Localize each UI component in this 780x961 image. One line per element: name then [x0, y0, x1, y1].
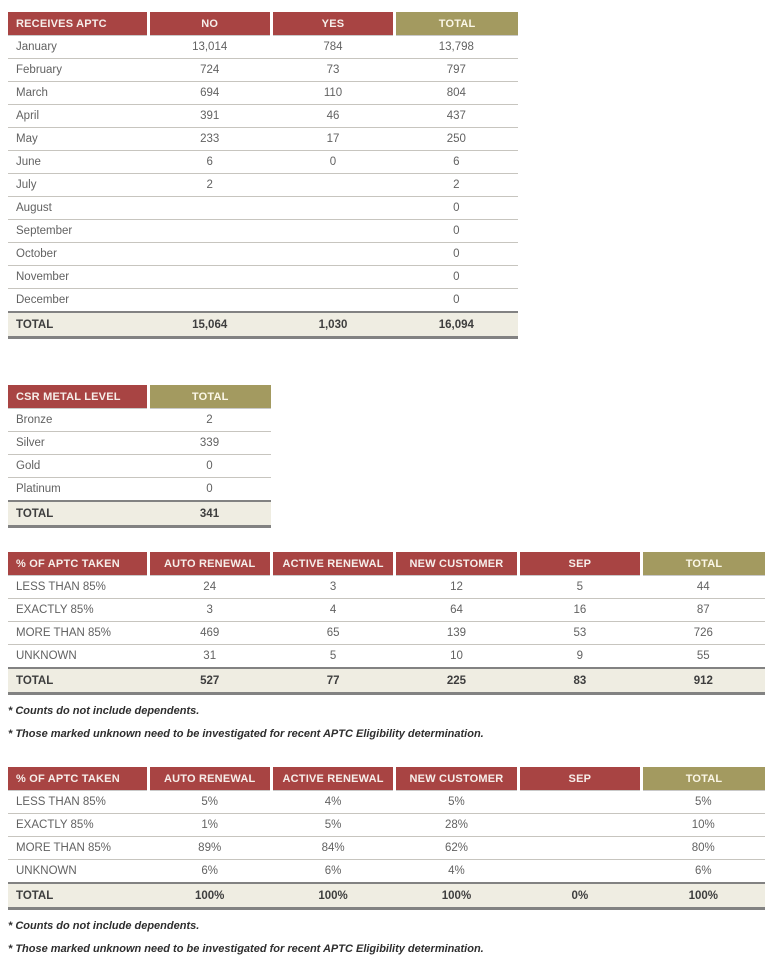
- row-label: May: [8, 128, 148, 151]
- total-value-cell: 1,030: [271, 312, 394, 338]
- total-value-cell: 100%: [642, 883, 765, 909]
- value-cell: [148, 197, 271, 220]
- row-label: Bronze: [8, 409, 148, 432]
- value-cell: 2: [148, 174, 271, 197]
- value-cell: 804: [395, 82, 518, 105]
- row-label: February: [8, 59, 148, 82]
- column-header: TOTAL: [642, 767, 765, 791]
- row-label-header: % OF APTC TAKEN: [8, 767, 148, 791]
- receives-aptc-table: [8, 12, 518, 339]
- row-label: October: [8, 243, 148, 266]
- total-value-cell: 100%: [395, 883, 518, 909]
- table-row: [8, 151, 518, 174]
- row-label: March: [8, 82, 148, 105]
- value-cell: 6: [148, 151, 271, 174]
- row-label-header: % OF APTC TAKEN: [8, 552, 148, 576]
- value-cell: 4: [271, 599, 394, 622]
- row-label: LESS THAN 85%: [8, 791, 148, 814]
- value-cell: 17: [271, 128, 394, 151]
- table-row: [8, 478, 271, 502]
- row-label-header: CSR METAL LEVEL: [8, 385, 148, 409]
- value-cell: 110: [271, 82, 394, 105]
- row-label: MORE THAN 85%: [8, 837, 148, 860]
- row-label: November: [8, 266, 148, 289]
- value-cell: [271, 289, 394, 313]
- value-cell: 73: [271, 59, 394, 82]
- column-header: ACTIVE RENEWAL: [271, 767, 394, 791]
- total-value-cell: 341: [148, 501, 271, 527]
- value-cell: 84%: [271, 837, 394, 860]
- table-row: [8, 128, 518, 151]
- value-cell: [148, 243, 271, 266]
- row-label: EXACTLY 85%: [8, 599, 148, 622]
- column-header: AUTO RENEWAL: [148, 767, 271, 791]
- table-row: [8, 197, 518, 220]
- row-label: January: [8, 36, 148, 59]
- value-cell: 6%: [271, 860, 394, 884]
- value-cell: 2: [148, 409, 271, 432]
- value-cell: 5%: [148, 791, 271, 814]
- footnote-counts-unknown: * Those marked unknown need to be investigated for recent APTC Eligibility determination.: [8, 728, 484, 740]
- column-header: NEW CUSTOMER: [395, 552, 518, 576]
- table-row: [8, 289, 518, 313]
- value-cell: [148, 266, 271, 289]
- column-header: NEW CUSTOMER: [395, 767, 518, 791]
- total-value-cell: 527: [148, 668, 271, 694]
- csr-metal-level-table: [8, 385, 271, 528]
- total-value-cell: 225: [395, 668, 518, 694]
- value-cell: 53: [518, 622, 641, 645]
- value-cell: 13,798: [395, 36, 518, 59]
- value-cell: [271, 220, 394, 243]
- value-cell: 64: [395, 599, 518, 622]
- receives-aptc-header-row: [8, 12, 518, 36]
- total-value-cell: 77: [271, 668, 394, 694]
- value-cell: 55: [642, 645, 765, 669]
- table-row: [8, 243, 518, 266]
- value-cell: 46: [271, 105, 394, 128]
- table-row: [8, 622, 765, 645]
- csr-metal-level-header-row: [8, 385, 271, 409]
- total-value-cell: 83: [518, 668, 641, 694]
- aptc-taken-percentages-table: [8, 767, 765, 910]
- value-cell: 339: [148, 432, 271, 455]
- total-row-label: TOTAL: [8, 501, 148, 527]
- value-cell: 4%: [271, 791, 394, 814]
- value-cell: [518, 837, 641, 860]
- column-header: SEP: [518, 552, 641, 576]
- row-label: MORE THAN 85%: [8, 622, 148, 645]
- value-cell: 5: [518, 576, 641, 599]
- table-row: [8, 837, 765, 860]
- total-value-cell: 912: [642, 668, 765, 694]
- table-row: [8, 82, 518, 105]
- total-value-cell: 16,094: [395, 312, 518, 338]
- value-cell: 9: [518, 645, 641, 669]
- row-label: Silver: [8, 432, 148, 455]
- total-row: [8, 312, 518, 338]
- column-header: TOTAL: [148, 385, 271, 409]
- value-cell: [148, 220, 271, 243]
- value-cell: 0: [395, 266, 518, 289]
- value-cell: 784: [271, 36, 394, 59]
- value-cell: 3: [271, 576, 394, 599]
- value-cell: 13,014: [148, 36, 271, 59]
- row-label-header: RECEIVES APTC: [8, 12, 148, 36]
- row-label: April: [8, 105, 148, 128]
- footnote-percent-unknown: * Those marked unknown need to be investigated for recent APTC Eligibility determination.: [8, 943, 484, 955]
- column-header: TOTAL: [642, 552, 765, 576]
- value-cell: 65: [271, 622, 394, 645]
- total-row: [8, 668, 765, 694]
- column-header: TOTAL: [395, 12, 518, 36]
- value-cell: 6: [395, 151, 518, 174]
- value-cell: 391: [148, 105, 271, 128]
- value-cell: 5%: [395, 791, 518, 814]
- column-header: ACTIVE RENEWAL: [271, 552, 394, 576]
- total-row-label: TOTAL: [8, 668, 148, 694]
- total-row: [8, 501, 271, 527]
- value-cell: [271, 243, 394, 266]
- value-cell: 31: [148, 645, 271, 669]
- row-label: EXACTLY 85%: [8, 814, 148, 837]
- value-cell: 28%: [395, 814, 518, 837]
- value-cell: 2: [395, 174, 518, 197]
- value-cell: 0: [395, 243, 518, 266]
- row-label: Gold: [8, 455, 148, 478]
- table-row: [8, 266, 518, 289]
- total-value-cell: 100%: [271, 883, 394, 909]
- value-cell: 16: [518, 599, 641, 622]
- table-row: [8, 860, 765, 884]
- value-cell: 44: [642, 576, 765, 599]
- column-header: AUTO RENEWAL: [148, 552, 271, 576]
- value-cell: 139: [395, 622, 518, 645]
- value-cell: 724: [148, 59, 271, 82]
- table-row: [8, 791, 765, 814]
- value-cell: 4%: [395, 860, 518, 884]
- total-value-cell: 0%: [518, 883, 641, 909]
- footnote-percent-dependents: * Counts do not include dependents.: [8, 920, 200, 932]
- table-row: [8, 59, 518, 82]
- row-label: December: [8, 289, 148, 313]
- value-cell: [518, 814, 641, 837]
- table-row: [8, 576, 765, 599]
- row-label: UNKNOWN: [8, 645, 148, 669]
- value-cell: [271, 174, 394, 197]
- value-cell: 0: [148, 478, 271, 502]
- value-cell: 797: [395, 59, 518, 82]
- aptc-taken-counts-table: [8, 552, 765, 695]
- footnote-counts-dependents: * Counts do not include dependents.: [8, 705, 200, 717]
- table-row: [8, 814, 765, 837]
- value-cell: 80%: [642, 837, 765, 860]
- total-value-cell: 15,064: [148, 312, 271, 338]
- value-cell: 0: [395, 197, 518, 220]
- value-cell: 0: [148, 455, 271, 478]
- table-row: [8, 220, 518, 243]
- row-label: July: [8, 174, 148, 197]
- value-cell: 233: [148, 128, 271, 151]
- value-cell: 6%: [148, 860, 271, 884]
- value-cell: 12: [395, 576, 518, 599]
- value-cell: 89%: [148, 837, 271, 860]
- row-label: Platinum: [8, 478, 148, 502]
- total-row-label: TOTAL: [8, 312, 148, 338]
- value-cell: 10: [395, 645, 518, 669]
- value-cell: 5%: [271, 814, 394, 837]
- row-label: June: [8, 151, 148, 174]
- total-row-label: TOTAL: [8, 883, 148, 909]
- total-value-cell: 100%: [148, 883, 271, 909]
- value-cell: 1%: [148, 814, 271, 837]
- value-cell: [271, 197, 394, 220]
- table-row: [8, 174, 518, 197]
- value-cell: 24: [148, 576, 271, 599]
- value-cell: 0: [271, 151, 394, 174]
- value-cell: 469: [148, 622, 271, 645]
- aptc-taken-percentages-header-row: [8, 767, 765, 791]
- value-cell: 87: [642, 599, 765, 622]
- row-label: LESS THAN 85%: [8, 576, 148, 599]
- table-row: [8, 645, 765, 669]
- value-cell: [518, 791, 641, 814]
- column-header: YES: [271, 12, 394, 36]
- table-row: [8, 599, 765, 622]
- table-row: [8, 105, 518, 128]
- value-cell: [148, 289, 271, 313]
- row-label: August: [8, 197, 148, 220]
- table-row: [8, 455, 271, 478]
- value-cell: 694: [148, 82, 271, 105]
- table-row: [8, 409, 271, 432]
- row-label: UNKNOWN: [8, 860, 148, 884]
- value-cell: 0: [395, 220, 518, 243]
- value-cell: 250: [395, 128, 518, 151]
- table-row: [8, 36, 518, 59]
- value-cell: 62%: [395, 837, 518, 860]
- value-cell: 5: [271, 645, 394, 669]
- row-label: September: [8, 220, 148, 243]
- value-cell: 0: [395, 289, 518, 313]
- column-header: SEP: [518, 767, 641, 791]
- value-cell: 10%: [642, 814, 765, 837]
- table-row: [8, 432, 271, 455]
- value-cell: 437: [395, 105, 518, 128]
- value-cell: 3: [148, 599, 271, 622]
- value-cell: 6%: [642, 860, 765, 884]
- value-cell: [271, 266, 394, 289]
- column-header: NO: [148, 12, 271, 36]
- value-cell: [518, 860, 641, 884]
- value-cell: 5%: [642, 791, 765, 814]
- aptc-taken-counts-header-row: [8, 552, 765, 576]
- value-cell: 726: [642, 622, 765, 645]
- total-row: [8, 883, 765, 909]
